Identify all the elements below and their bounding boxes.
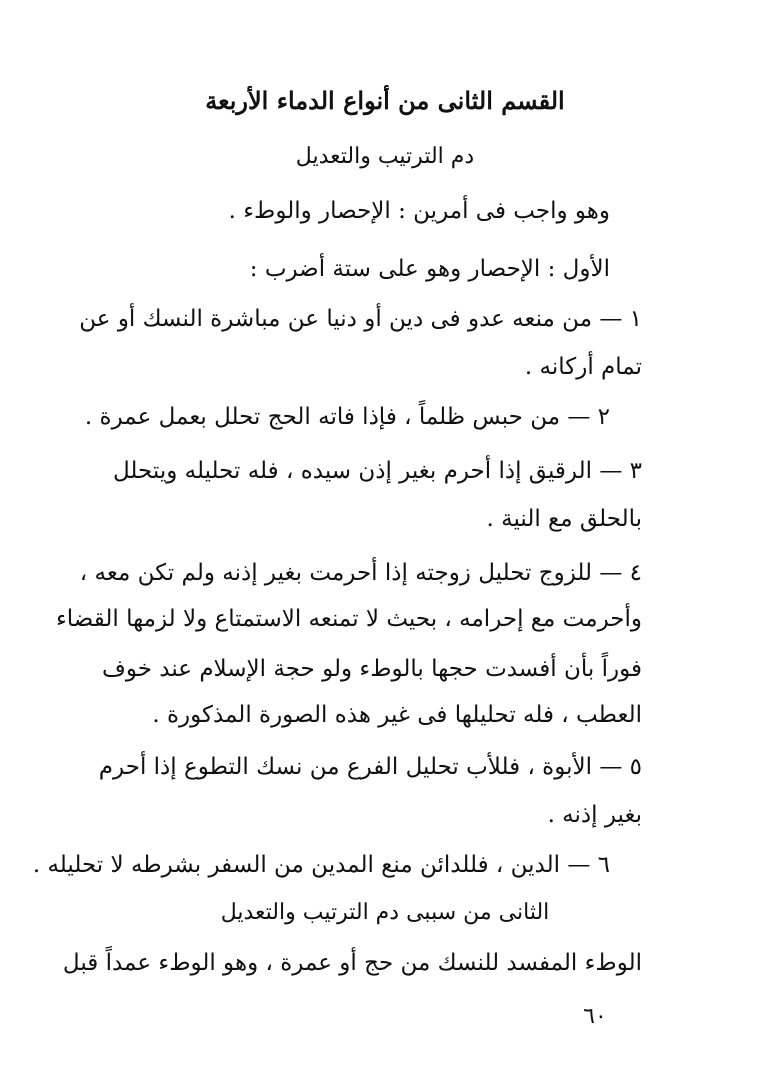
text-line: وهو واجب فى أمرين : الإحصار والوطء .	[228, 198, 610, 224]
text-line: ٣ — الرقيق إذا أحرم بغير إذن سيده ، فله تحليله ويتحلل	[113, 458, 642, 484]
text-line: الوطء المفسد للنسك من حج أو عمرة ، وهو الوطء عمداً قبل	[62, 950, 642, 976]
page-title: القسم الثانى من أنواع الدماء الأربعة	[205, 86, 565, 115]
page-number: ٦٠	[583, 1004, 607, 1029]
text-line: ٥ — الأبوة ، فللأب تحليل الفرع من نسك التطوع إذا أحرم	[98, 754, 642, 780]
text-line: ٢ — من حبس ظلماً ، فإذا فاته الحج تحلل بعمل عمرة .	[84, 404, 610, 430]
page-subtitle: دم الترتيب والتعديل	[295, 144, 475, 169]
text-line: الأول : الإحصار وهو على ستة أضرب :	[249, 256, 610, 282]
text-line: بغير إذنه .	[547, 802, 642, 828]
text-line: ٤ — للزوج تحليل زوجته إذا أحرمت بغير إذنه ولم تكن معه ،	[79, 560, 642, 586]
text-line: تمام أركانه .	[524, 354, 642, 380]
text-line: بالحلق مع النية .	[486, 506, 642, 532]
section-heading: الثانى من سببى دم الترتيب والتعديل	[220, 900, 550, 925]
text-line: ١ — من منعه عدو فى دين أو دنيا عن مباشرة النسك أو عن	[79, 306, 642, 332]
text-line: ٦ — الدين ، فللدائن منع المدين من السفر بشرطه لا تحليله .	[32, 852, 610, 878]
text-line: وأحرمت مع إحرامه ، بحيث لا تمنعه الاستمتاع ولا لزمها القضاء	[55, 606, 642, 632]
text-line: فوراً بأن أفسدت حجها بالوطء ولو حجة الإسلام عند خوف	[102, 656, 642, 682]
text-line: العطب ، فله تحليلها فى غير هذه الصورة المذكورة .	[152, 702, 642, 728]
